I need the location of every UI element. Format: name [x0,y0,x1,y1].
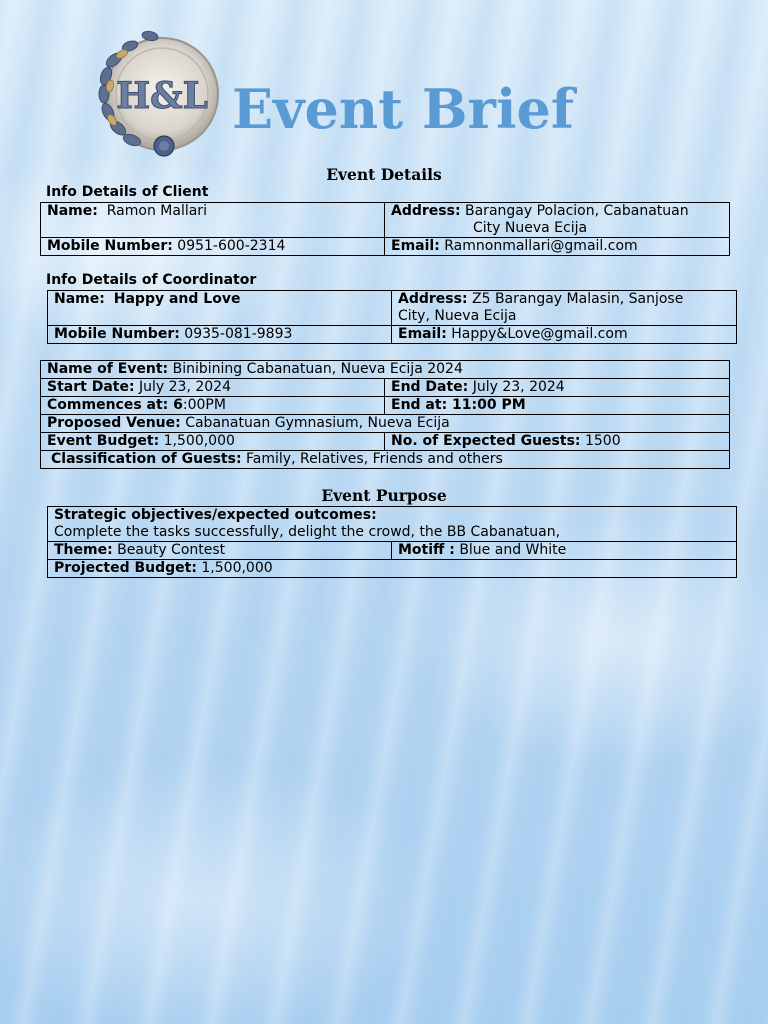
event-name-cell: Name of Event: Binibining Cabanatuan, Nueva Ecija 2024 [41,361,730,379]
objectives-cell: Strategic objectives/expected outcomes: Complete the tasks successfully, delight the crowd, the BB Cabanatuan, [48,507,737,542]
coordinator-heading: Info Details of Coordinator [46,272,257,288]
client-name: Ramon Mallari [106,203,207,219]
table-row [41,415,730,433]
table-row [48,560,737,578]
coordinator-email-cell: Email: Happy&Love@gmail.com [392,326,737,344]
table-row [41,361,730,379]
event-purpose-heading: Event Purpose [321,486,447,505]
coordinator-address-cell: Address: Z5 Barangay Malasin, Sanjose City, Nueva Ecija [392,291,737,326]
coordinator-table [47,290,737,344]
event-budget-cell: Event Budget: 1,500,000 [41,433,385,451]
table-row [48,291,737,326]
hl-logo-icon [84,20,224,160]
theme-cell: Theme: Beauty Contest [48,542,392,560]
end-at-cell: End at: 11:00 PM [385,397,730,415]
expected-guests-cell: No. of Expected Guests: 1500 [385,433,730,451]
coordinator-mobile-cell: Mobile Number: 0935-081-9893 [48,326,392,344]
event-details-heading: Event Details [326,165,442,184]
event-purpose-table [47,506,737,578]
client-table [40,202,730,256]
client-address-cell: Address: Barangay Polacion, Cabanatuan City Nueva Ecija [385,203,730,238]
table-row [41,238,730,256]
coordinator-name: Happy and Love [113,291,241,307]
table-row [48,542,737,560]
table-row [41,379,730,397]
end-date-cell: End Date: July 23, 2024 [385,379,730,397]
page-title: Event Brief [232,77,575,141]
motif-cell: Motiff : Blue and White [392,542,737,560]
table-row [41,451,730,469]
guest-classification-cell: Classification of Guests: Family, Relatives, Friends and others [41,451,730,469]
table-row [41,203,730,238]
table-row [48,507,737,542]
table-row [41,397,730,415]
table-row [41,433,730,451]
projected-budget-cell: Projected Budget: 1,500,000 [48,560,737,578]
venue-cell: Proposed Venue: Cabanatuan Gymnasium, Nueva Ecija [41,415,730,433]
client-name-cell: Name: Ramon Mallari [41,203,385,238]
commences-cell: Commences at: 6:00PM [41,397,385,415]
client-email-cell: Email: Ramnonmallari@gmail.com [385,238,730,256]
client-mobile-cell: Mobile Number: 0951-600-2314 [41,238,385,256]
event-info-table [40,360,730,469]
start-date-cell: Start Date: July 23, 2024 [41,379,385,397]
svg-text:H&L: H&L [116,75,208,117]
coordinator-name-cell: Name: Happy and Love [48,291,392,326]
client-heading: Info Details of Client [46,184,209,200]
table-row [48,326,737,344]
